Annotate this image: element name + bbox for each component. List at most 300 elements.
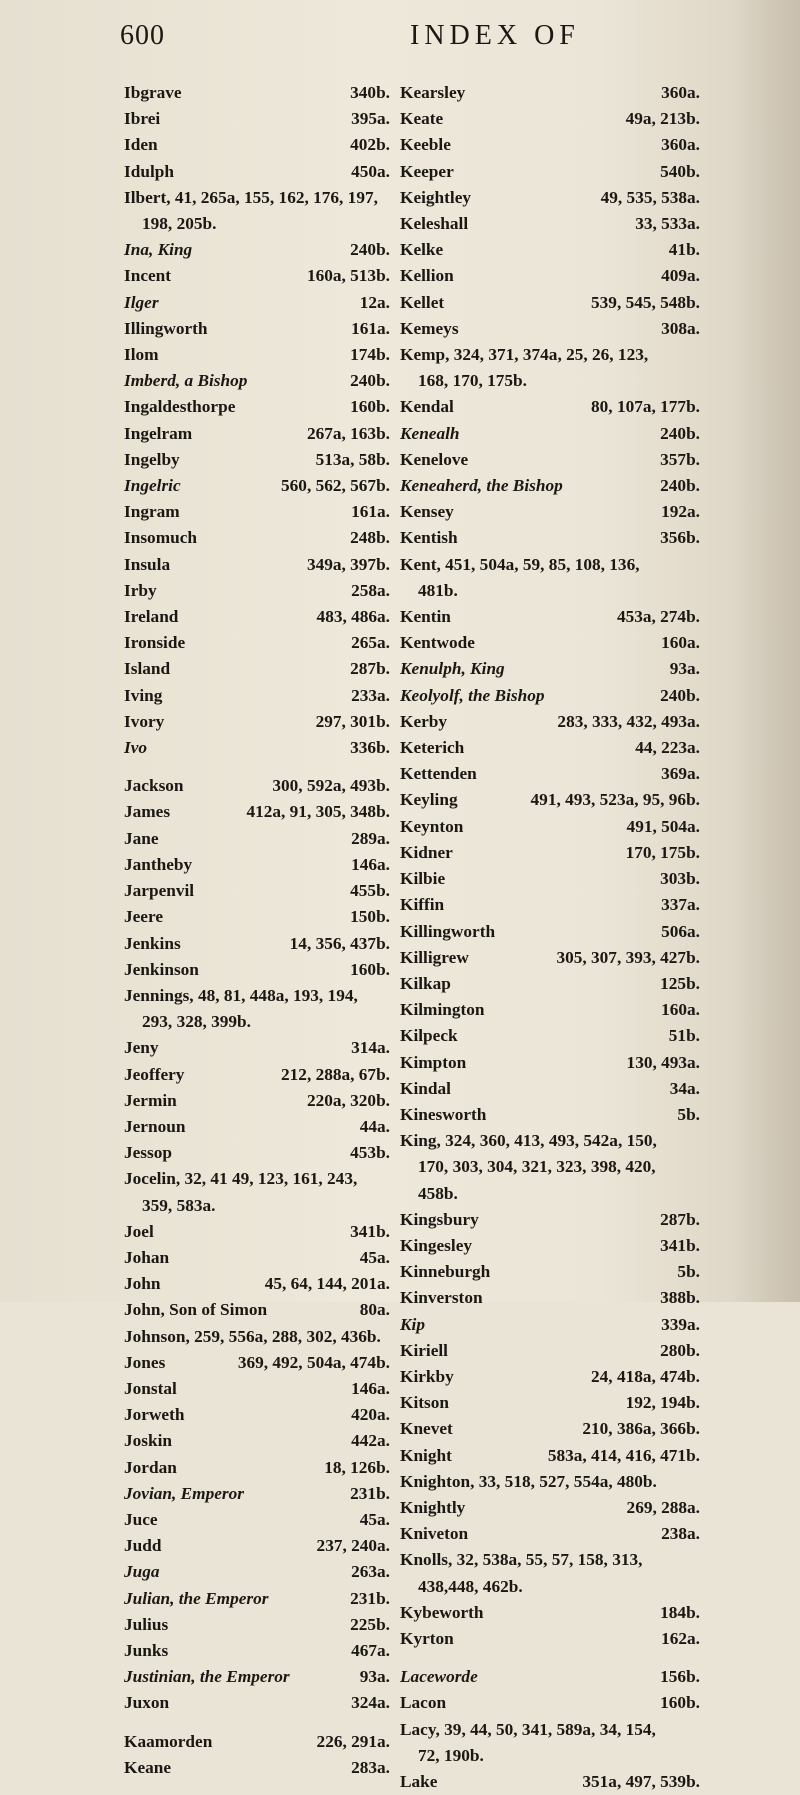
- entry-page-refs: 287b.: [350, 659, 390, 679]
- index-entry: [124, 106, 390, 132]
- entry-page-refs: 240b.: [350, 371, 390, 391]
- index-entry: [124, 578, 390, 604]
- entry-name: Kilbie: [400, 869, 446, 889]
- index-entry: [124, 852, 390, 878]
- index-entry: [124, 1428, 390, 1454]
- index-entry: [124, 931, 390, 957]
- entry-page-refs: 125b.: [660, 973, 700, 993]
- entry-name: Ilbert, 41, 265a, 155, 162, 176, 197,: [124, 187, 378, 207]
- index-entry: [124, 421, 390, 447]
- entry-page-refs: 161a.: [351, 318, 390, 338]
- page-edge-shadow: [730, 0, 800, 1302]
- index-entry: [124, 735, 390, 761]
- page-number: 600: [120, 20, 165, 51]
- entry-page-refs: 351a, 497, 539b.: [582, 1772, 700, 1791]
- index-entry: [400, 1443, 700, 1469]
- entry-page-refs: 5b.: [677, 1104, 700, 1124]
- entry-page-refs: 45, 64, 144, 201a.: [264, 1274, 390, 1294]
- entry-name: Ina, King: [124, 240, 193, 260]
- entry-page-refs: 248b.: [350, 528, 390, 548]
- index-entry: [400, 263, 700, 289]
- entry-name: Jeere: [124, 907, 164, 927]
- entry-name: Insula: [124, 554, 171, 574]
- entry-page-refs: 160b.: [350, 397, 390, 417]
- entry-page-refs: 467a.: [351, 1640, 390, 1660]
- index-entry: [124, 552, 390, 578]
- index-entry: [124, 604, 390, 630]
- entry-name: Jocelin, 32, 41 49, 123, 161, 243,: [124, 1169, 358, 1189]
- index-entry: [400, 290, 700, 316]
- entry-name: Jernoun: [124, 1116, 186, 1136]
- index-entry: [124, 904, 390, 930]
- entry-page-refs: 49, 535, 538a.: [600, 187, 700, 207]
- index-entry: [400, 1102, 700, 1128]
- entry-page-refs: 491, 493, 523a, 95, 96b.: [530, 790, 700, 810]
- index-entry: [124, 342, 390, 368]
- entry-page-refs: 12a.: [359, 292, 390, 312]
- index-entry: [124, 290, 390, 316]
- entry-name: Lacon: [400, 1693, 447, 1713]
- entry-page-refs: 412a, 91, 305, 348b.: [246, 802, 390, 822]
- entry-name: Jones: [124, 1352, 166, 1372]
- entry-name: Kemeys: [400, 318, 459, 338]
- entry-page-refs: 360a.: [661, 135, 700, 155]
- entry-name: Keleshall: [400, 214, 469, 234]
- index-column-right: [400, 80, 700, 1795]
- entry-page-refs: 300, 592a, 493b.: [272, 776, 390, 796]
- index-entry: [400, 1600, 700, 1626]
- entry-name: Knolls, 32, 538a, 55, 57, 158, 313,: [400, 1550, 643, 1570]
- index-entry: [400, 1469, 700, 1495]
- entry-page-refs: 156b.: [660, 1667, 700, 1687]
- entry-name: Jorweth: [124, 1405, 185, 1425]
- index-entry: [400, 473, 700, 499]
- index-entry: [400, 1285, 700, 1311]
- entry-name: Laceworde: [400, 1667, 478, 1687]
- entry-page-refs: 360a.: [661, 83, 700, 102]
- entry-page-refs: 483, 486a.: [316, 607, 390, 627]
- entry-name: Ilom: [124, 345, 159, 365]
- entry-continuation: 481b.: [418, 580, 458, 600]
- entry-name: Ingelric: [124, 476, 181, 496]
- entry-page-refs: 583a, 414, 416, 471b.: [547, 1445, 700, 1465]
- entry-page-refs: 269, 288a.: [626, 1497, 700, 1517]
- index-entry: [400, 159, 700, 185]
- entry-name: James: [124, 802, 171, 822]
- entry-name: Kingsbury: [400, 1209, 479, 1229]
- entry-name: Jarpenvil: [124, 881, 195, 901]
- index-entry: [400, 683, 700, 709]
- index-entry: [400, 1364, 700, 1390]
- entry-name: Juga: [124, 1562, 160, 1582]
- index-entry: [124, 1455, 390, 1481]
- entry-page-refs: 258a.: [351, 580, 390, 600]
- entry-name: Kip: [400, 1314, 425, 1334]
- entry-name: Ingelram: [124, 423, 193, 443]
- entry-name: Kent, 451, 504a, 59, 85, 108, 136,: [400, 554, 640, 574]
- entry-name: Keneaherd, the Bishop: [400, 476, 563, 496]
- entry-page-refs: 340b.: [350, 83, 390, 102]
- entry-name: Jeny: [124, 1038, 159, 1058]
- index-entry: [400, 945, 700, 971]
- index-entry: [400, 971, 700, 997]
- entry-name: Jenkinson: [124, 959, 199, 979]
- entry-name: Ibgrave: [124, 83, 182, 102]
- index-entry: [400, 211, 700, 237]
- entry-page-refs: 18, 126b.: [324, 1457, 390, 1477]
- entry-name: Jennings, 48, 81, 448a, 193, 194,: [124, 985, 358, 1005]
- entry-name: Kiriell: [400, 1340, 448, 1360]
- entry-page-refs: 513a, 58b.: [315, 449, 390, 469]
- entry-page-refs: 160b.: [660, 1693, 700, 1713]
- index-entry: [400, 1312, 700, 1338]
- entry-page-refs: 162a.: [661, 1628, 700, 1648]
- index-entry: [124, 80, 390, 106]
- index-entry: [124, 1586, 390, 1612]
- index-entry: [400, 892, 700, 918]
- entry-page-refs: 240b.: [660, 423, 700, 443]
- entry-name: Jessop: [124, 1143, 173, 1163]
- entry-name: Keynton: [400, 816, 464, 836]
- entry-page-refs: 146a.: [351, 1378, 390, 1398]
- entry-page-refs: 160a.: [661, 633, 700, 653]
- index-entry: [400, 342, 700, 394]
- entry-page-refs: 14, 356, 437b.: [289, 933, 390, 953]
- entry-name: Juxon: [124, 1693, 170, 1713]
- entry-page-refs: 34a.: [669, 1078, 700, 1098]
- entry-name: Kyrton: [400, 1628, 454, 1648]
- index-entry: [400, 185, 700, 211]
- index-entry: [400, 394, 700, 420]
- entry-name: Jermin: [124, 1090, 177, 1110]
- entry-name: Kenelove: [400, 449, 469, 469]
- entry-continuation: 72, 190b.: [418, 1745, 484, 1765]
- entry-page-refs: 455b.: [350, 881, 390, 901]
- entry-page-refs: 184b.: [660, 1602, 700, 1622]
- index-entry: [124, 1324, 390, 1350]
- index-entry: [400, 80, 700, 106]
- entry-name: Kiffin: [400, 895, 445, 915]
- entry-name: Kerby: [400, 711, 448, 731]
- entry-name: Jordan: [124, 1457, 177, 1477]
- index-entry: [124, 185, 390, 237]
- entry-name: Keeper: [400, 161, 454, 181]
- index-entry: [400, 1023, 700, 1049]
- index-entry: [124, 630, 390, 656]
- index-entry: [400, 237, 700, 263]
- index-entry: [400, 132, 700, 158]
- entry-page-refs: 33, 533a.: [635, 214, 700, 234]
- entry-page-refs: 49a, 213b.: [625, 109, 700, 129]
- index-entry: [400, 525, 700, 551]
- index-entry: [124, 263, 390, 289]
- entry-name: Kniveton: [400, 1524, 469, 1544]
- index-entry: [400, 1769, 700, 1795]
- entry-page-refs: 93a.: [669, 659, 700, 679]
- entry-name: Kinesworth: [400, 1104, 487, 1124]
- entry-name: Juce: [124, 1509, 158, 1529]
- entry-name: Iden: [124, 135, 158, 155]
- letter-section-gap: [124, 1717, 390, 1729]
- index-entry: [124, 1729, 390, 1755]
- entry-page-refs: 267a, 163b.: [306, 423, 390, 443]
- entry-page-refs: 337a.: [661, 895, 700, 915]
- index-entry: [400, 421, 700, 447]
- entry-page-refs: 192, 194b.: [625, 1393, 700, 1413]
- index-entry: [400, 1338, 700, 1364]
- entry-page-refs: 491, 504a.: [626, 816, 700, 836]
- entry-name: Kilpeck: [400, 1026, 458, 1046]
- entry-page-refs: 349a, 397b.: [306, 554, 390, 574]
- entry-name: Lacy, 39, 44, 50, 341, 589a, 34, 154,: [400, 1719, 656, 1739]
- entry-name: Knight: [400, 1445, 452, 1465]
- index-entry: [124, 1638, 390, 1664]
- entry-page-refs: 160b.: [350, 959, 390, 979]
- entry-name: Imberd, a Bishop: [124, 371, 248, 391]
- entry-name: Ingram: [124, 502, 180, 522]
- entry-name: Kelke: [400, 240, 444, 260]
- entry-page-refs: 356b.: [660, 528, 700, 548]
- index-entry: [124, 237, 390, 263]
- entry-page-refs: 44a.: [359, 1116, 390, 1136]
- entry-page-refs: 263a.: [351, 1562, 390, 1582]
- entry-name: Ivory: [124, 711, 165, 731]
- entry-page-refs: 324a.: [351, 1693, 390, 1713]
- index-entry: [124, 957, 390, 983]
- entry-name: Jane: [124, 828, 159, 848]
- entry-name: Knevet: [400, 1419, 453, 1439]
- entry-page-refs: 240b.: [660, 685, 700, 705]
- index-entry: [124, 1612, 390, 1638]
- entry-name: Ilger: [124, 292, 159, 312]
- entry-name: Keyling: [400, 790, 458, 810]
- entry-page-refs: 160a.: [661, 1000, 700, 1020]
- entry-page-refs: 41b.: [668, 240, 700, 260]
- entry-page-refs: 212, 288a, 67b.: [281, 1064, 390, 1084]
- index-entry: [400, 447, 700, 473]
- page-header: [0, 16, 800, 60]
- entry-page-refs: 150b.: [350, 907, 390, 927]
- index-entry: [400, 499, 700, 525]
- entry-name: Judd: [124, 1536, 162, 1556]
- index-entry: [124, 368, 390, 394]
- entry-name: Justinian, the Emperor: [124, 1667, 290, 1687]
- index-entry: [124, 1062, 390, 1088]
- entry-name: Ingelby: [124, 449, 180, 469]
- entry-page-refs: 339a.: [661, 1314, 700, 1334]
- entry-page-refs: 233a.: [351, 685, 390, 705]
- entry-name: Kilkap: [400, 973, 451, 993]
- index-entry: [124, 159, 390, 185]
- entry-continuation: 168, 170, 175b.: [418, 371, 527, 391]
- index-entry: [124, 316, 390, 342]
- entry-name: Ibrei: [124, 109, 161, 129]
- index-entry: [124, 1140, 390, 1166]
- index-entry: [124, 683, 390, 709]
- index-entry: [124, 878, 390, 904]
- entry-page-refs: 80a.: [359, 1300, 390, 1320]
- entry-page-refs: 357b.: [660, 449, 700, 469]
- index-entry: [400, 840, 700, 866]
- entry-page-refs: 45a.: [359, 1247, 390, 1267]
- entry-name: Junks: [124, 1640, 169, 1660]
- entry-name: Kitson: [400, 1393, 449, 1413]
- index-entry: [400, 1521, 700, 1547]
- entry-page-refs: 146a.: [351, 854, 390, 874]
- entry-page-refs: 450a.: [351, 161, 390, 181]
- index-entry: [124, 1755, 390, 1781]
- entry-page-refs: 225b.: [350, 1614, 390, 1634]
- entry-name: Kimpton: [400, 1052, 467, 1072]
- entry-page-refs: 540b.: [660, 161, 700, 181]
- entry-name: Keolyolf, the Bishop: [400, 685, 545, 705]
- entry-name: Joel: [124, 1221, 154, 1241]
- entry-page-refs: 44, 223a.: [635, 738, 700, 758]
- entry-name: Kentwode: [400, 633, 475, 653]
- index-entry: [400, 787, 700, 813]
- entry-page-refs: 231b.: [350, 1588, 390, 1608]
- entry-page-refs: 130, 493a.: [626, 1052, 700, 1072]
- running-head: INDEX OF: [410, 20, 580, 51]
- entry-page-refs: 160a, 513b.: [306, 266, 390, 286]
- entry-name: Island: [124, 659, 171, 679]
- index-entry: [400, 1495, 700, 1521]
- entry-continuation: 170, 303, 304, 321, 323, 398, 420,: [418, 1157, 656, 1177]
- entry-page-refs: 51b.: [668, 1026, 700, 1046]
- entry-name: Julius: [124, 1614, 169, 1634]
- index-entry: [400, 604, 700, 630]
- entry-page-refs: 539, 545, 548b.: [591, 292, 700, 312]
- entry-page-refs: 240b.: [660, 476, 700, 496]
- entry-name: Kemp, 324, 371, 374a, 25, 26, 123,: [400, 345, 649, 365]
- index-entry: [400, 1416, 700, 1442]
- index-entry: [400, 919, 700, 945]
- index-entry: [400, 1181, 700, 1207]
- entry-page-refs: 289a.: [351, 828, 390, 848]
- index-entry: [400, 1690, 700, 1716]
- entry-name: Kilmington: [400, 1000, 485, 1020]
- entry-name: Johan: [124, 1247, 170, 1267]
- index-entry: [124, 1376, 390, 1402]
- index-entry: [400, 106, 700, 132]
- entry-name: Jonstal: [124, 1378, 177, 1398]
- entry-name: Kentish: [400, 528, 458, 548]
- index-entry: [124, 1035, 390, 1061]
- entry-page-refs: 238a.: [661, 1524, 700, 1544]
- entry-name: Julian, the Emperor: [124, 1588, 269, 1608]
- index-entry: [124, 1533, 390, 1559]
- entry-page-refs: 369a.: [661, 764, 700, 784]
- index-entry: [124, 1088, 390, 1114]
- entry-page-refs: 24, 418a, 474b.: [591, 1366, 700, 1386]
- index-entry: [400, 814, 700, 840]
- entry-name: Kenulph, King: [400, 659, 505, 679]
- entry-page-refs: 453b.: [350, 1143, 390, 1163]
- entry-page-refs: 174b.: [350, 345, 390, 365]
- letter-section-gap: [124, 761, 390, 773]
- entry-name: Keterich: [400, 738, 465, 758]
- entry-name: Keate: [400, 109, 444, 129]
- entry-name: Jenkins: [124, 933, 181, 953]
- index-entry: [124, 983, 390, 1035]
- entry-name: Kettenden: [400, 764, 477, 784]
- entry-name: Kybeworth: [400, 1602, 484, 1622]
- entry-name: Ireland: [124, 607, 179, 627]
- index-entry: [400, 1390, 700, 1416]
- index-entry: [124, 1114, 390, 1140]
- entry-page-refs: 170, 175b.: [625, 842, 700, 862]
- entry-name: Kindal: [400, 1078, 451, 1098]
- entry-name: Keightley: [400, 187, 472, 207]
- index-entry: [124, 1481, 390, 1507]
- entry-page-refs: 297, 301b.: [315, 711, 390, 731]
- entry-name: Kenealh: [400, 423, 460, 443]
- entry-continuation: 438,448, 462b.: [418, 1576, 523, 1596]
- entry-page-refs: 314a.: [351, 1038, 390, 1058]
- entry-page-refs: 420a.: [351, 1405, 390, 1425]
- entry-page-refs: 308a.: [661, 318, 700, 338]
- index-entry: [400, 1128, 700, 1180]
- index-entry: [124, 499, 390, 525]
- entry-page-refs: 388b.: [660, 1288, 700, 1308]
- index-entry: [124, 656, 390, 682]
- index-entry: [400, 316, 700, 342]
- entry-page-refs: 240b.: [350, 240, 390, 260]
- index-entry: [124, 1507, 390, 1533]
- entry-continuation: 293, 328, 399b.: [142, 1012, 251, 1032]
- entry-name: Jeoffery: [124, 1064, 185, 1084]
- entry-name: Knighton, 33, 518, 527, 554a, 480b.: [400, 1471, 657, 1491]
- index-entry: [124, 799, 390, 825]
- index-entry: [124, 1664, 390, 1690]
- index-entry: [400, 735, 700, 761]
- entry-page-refs: 283, 333, 432, 493a.: [557, 711, 700, 731]
- index-entry: [124, 1297, 390, 1323]
- entry-name: Jovian, Emperor: [124, 1483, 245, 1503]
- entry-name: Kentin: [400, 607, 451, 627]
- entry-page-refs: 409a.: [661, 266, 700, 286]
- index-entry: [400, 1547, 700, 1599]
- entry-page-refs: 210, 386a, 366b.: [582, 1419, 700, 1439]
- entry-page-refs: 303b.: [660, 869, 700, 889]
- entry-name: Ivo: [124, 738, 148, 758]
- index-entry: [400, 761, 700, 787]
- entry-name: Kirkby: [400, 1366, 454, 1386]
- entry-name: Keeble: [400, 135, 451, 155]
- index-entry: [400, 656, 700, 682]
- index-entry: [124, 1350, 390, 1376]
- index-entry: [400, 1259, 700, 1285]
- index-entry: [400, 1626, 700, 1652]
- entry-name: King, 324, 360, 413, 493, 542a, 150,: [400, 1131, 657, 1151]
- entry-name: Kensey: [400, 502, 454, 522]
- entry-page-refs: 192a.: [661, 502, 700, 522]
- entry-page-refs: 560, 562, 567b.: [281, 476, 390, 496]
- entry-name: Jantheby: [124, 854, 193, 874]
- index-entry: [124, 394, 390, 420]
- entry-name: Ingaldesthorpe: [124, 397, 236, 417]
- entry-page-refs: 287b.: [660, 1209, 700, 1229]
- entry-name: Irby: [124, 580, 157, 600]
- entry-page-refs: 93a.: [359, 1667, 390, 1687]
- index-entry: [400, 552, 700, 604]
- entry-page-refs: 231b.: [350, 1483, 390, 1503]
- entry-name: Kellet: [400, 292, 445, 312]
- index-entry: [124, 1245, 390, 1271]
- entry-name: Joskin: [124, 1431, 173, 1451]
- entry-page-refs: 45a.: [359, 1509, 390, 1529]
- entry-name: Johnson, 259, 556a, 288, 302, 436b.: [124, 1326, 381, 1346]
